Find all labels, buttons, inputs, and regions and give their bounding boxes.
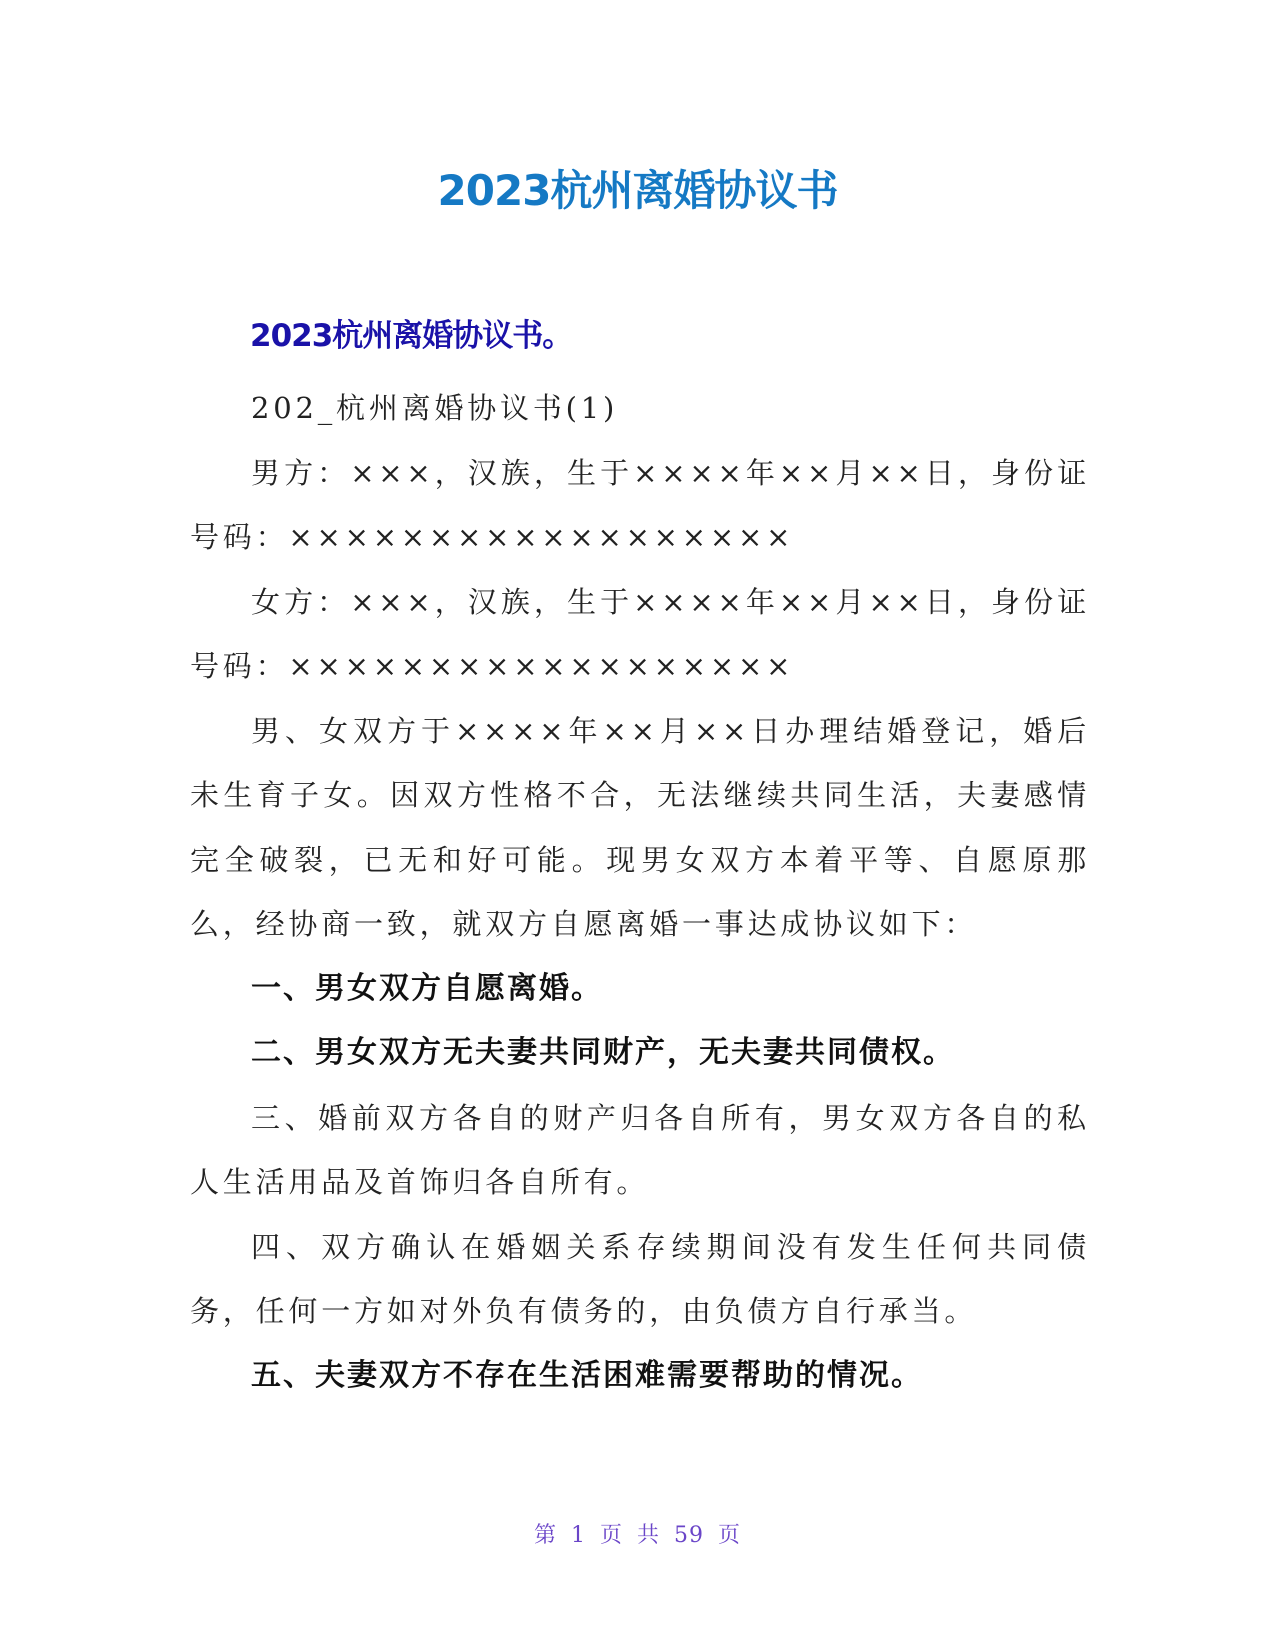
- document-title: 2023杭州离婚协议书: [437, 166, 838, 215]
- paragraph-2: 男方：×××，汉族，生于××××年××月××日，身份证号码：××××××××××××××××××: [190, 455, 1090, 554]
- paragraph-1: 202_杭州离婚协议书(1): [251, 391, 619, 425]
- document-body: [190, 376, 1090, 1408]
- section-heading: 2023杭州离婚协议书。: [250, 318, 573, 354]
- paragraph-9: 五、夫妻双方不存在生活困难需要帮助的情况。: [251, 1357, 923, 1393]
- paragraph-8: 四、双方确认在婚姻关系存续期间没有发生任何共同债务，任何一方如对外负有债务的，由负债方自行承当。: [190, 1229, 1090, 1328]
- page-footer: 第 1 页 共 59 页: [534, 1523, 741, 1548]
- paragraph-7: 三、婚前双方各自的财产归各自所有，男女双方各自的私人生活用品及首饰归各自所有。: [190, 1100, 1090, 1199]
- paragraph-6: 二、男女双方无夫妻共同财产，无夫妻共同债权。: [251, 1035, 955, 1070]
- paragraph-4: 男、女双方于××××年××月××日办理结婚登记，婚后未生育子女。因双方性格不合，无法继续共同生活，夫妻感情完全破裂，已无和好可能。现男女双方本着平等、自愿原那么，经协商一致，就双方自愿离婚一事达成协议如下：: [190, 713, 1090, 941]
- paragraph-5: 一、男女双方自愿离婚。: [251, 970, 603, 1006]
- paragraph-3: 女方：×××，汉族，生于××××年××月××日，身份证号码：××××××××××××××××××: [190, 584, 1090, 683]
